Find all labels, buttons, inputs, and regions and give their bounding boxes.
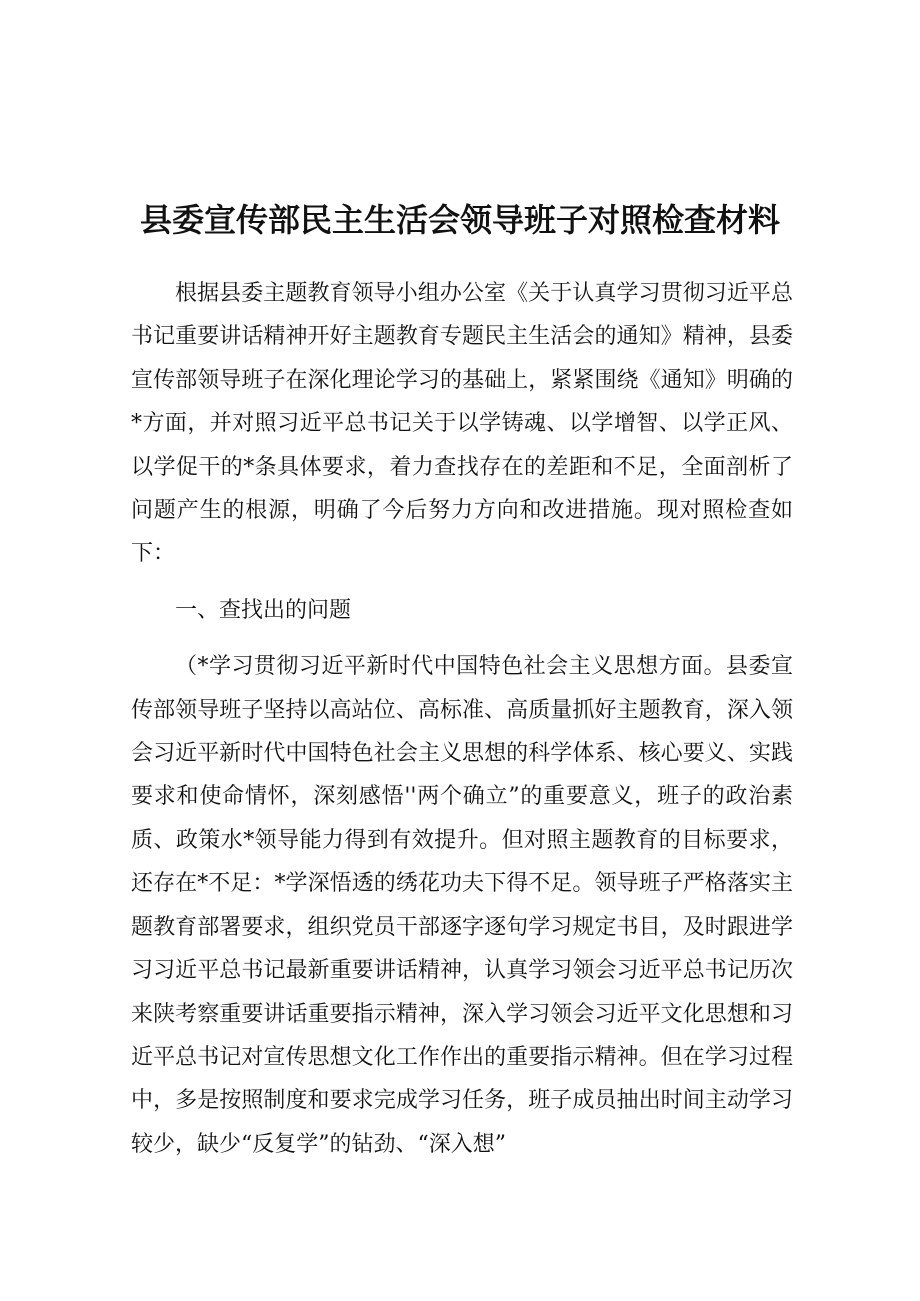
section-paragraph: （*学习贯彻习近平新时代中国特色社会主义思想方面。县委宣传部领导班子坚持以高站位、高标准、高质量抓好主题教育，深入领会习近平新时代中国特色社会主义思想的科学体系、核心要义、实践要求和使命情怀，深刻感悟''两个确立”的重要意义，班子的政治素质、政策水*领导能力得到有效提升。但对照主题教育的目标要求，还存在*不足：*学深悟透的绣花功夫下得不足。领导班子严格落实主题教育部署要求，组织党员干部逐字逐句学习规定书目，及时跟进学习习近平总书记最新重要讲话精神，认真学习领会习近平总书记历次来陕考察重要讲话重要指示精神，深入学习领会习近平文化思想和习近平总书记对宣传思想文化工作作出的重要指示精神。但在学习过程中，多是按照制度和要求完成学习任务，班子成员抽出时间主动学习较少，缺少“反复学”的钻劲、“深入想” [131,654,793,1157]
document-title: 县委宣传部民主生活会领导班子对照检查材料 [139,201,780,239]
intro-paragraph: 根据县委主题教育领导小组办公室《关于认真学习贯彻习近平总书记重要讲话精神开好主题教育专题民主生活会的通知》精神，县委宣传部领导班子在深化理论学习的基础上，紧紧围绕《通知》明确的*方面，并对照习近平总书记关于以学铸魂、以学增智、以学正风、以学促干的*条具体要求，着力查找存在的差距和不足，全面剖析了问题产生的根源，明确了今后努力方向和改进措施。现对照检查如下： [131,281,793,567]
document-body [131,272,793,1166]
section-heading: 一、查找出的问题 [175,597,352,623]
